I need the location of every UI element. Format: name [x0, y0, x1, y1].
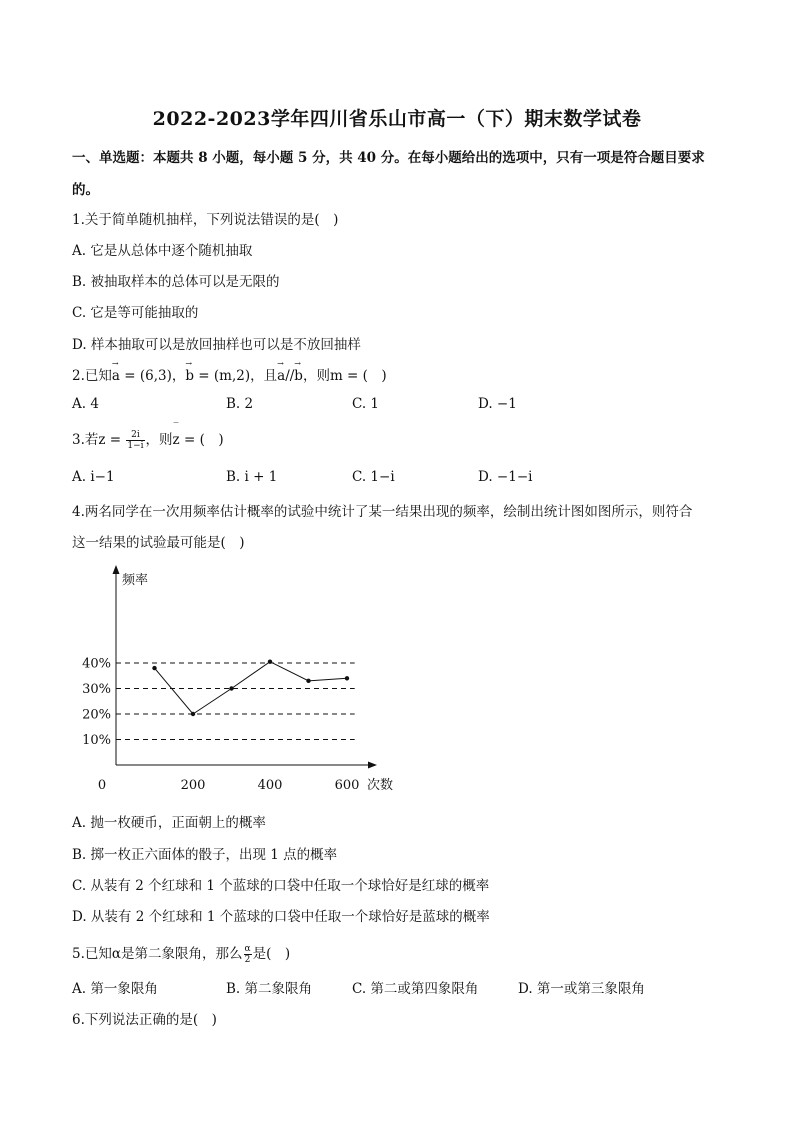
- q5-option-c: C. 第二或第四象限角: [352, 981, 479, 997]
- y-tick-label: 20%: [82, 707, 111, 723]
- q2-option-b: B. 2: [226, 396, 254, 412]
- q5-stem-pre: 5.已知α是第二象限角，那么: [72, 946, 243, 962]
- data-point: [268, 660, 272, 664]
- y-tick-label: 30%: [82, 682, 111, 697]
- q5-option-d: D. 第一或第三象限角: [518, 981, 645, 997]
- y-tick-labels: [82, 657, 111, 749]
- q1-option-b: B. 被抽取样本的总体可以是无限的: [72, 274, 280, 290]
- exam-title: 2022-2023学年四川省乐山市高一（下）期末数学试卷: [152, 108, 642, 130]
- q2-option-c: C. 1: [352, 396, 380, 412]
- chart-series: [152, 660, 349, 717]
- q4-stem-line1: 4.两名同学在一次用频率估计概率的试验中统计了某一结果出现的频率，绘制出统计图如图所示，则符合: [72, 504, 693, 520]
- data-point: [229, 686, 233, 690]
- y-axis-label: 频率: [122, 573, 149, 588]
- q3-fraction: [126, 430, 144, 451]
- x-tick-label: 0: [97, 778, 107, 793]
- chart-gridlines: [116, 663, 355, 740]
- q2-stem-post: ，则m = ( ): [302, 368, 387, 384]
- q1-stem: 1.关于简单随机抽样，下列说法错误的是( ): [72, 212, 339, 228]
- y-tick-label: 40%: [82, 656, 111, 672]
- y-axis-arrow: [113, 565, 120, 574]
- x-tick-label: 400: [257, 778, 283, 793]
- q3-fraction-denominator: 1−i: [127, 441, 144, 451]
- q5-option-b: B. 第二象限角: [226, 981, 313, 997]
- parallel-vector-a: → a: [277, 368, 285, 384]
- q2-option-d: D. −1: [478, 396, 517, 412]
- q1-option-a: A. 它是从总体中逐个随机抽取: [72, 243, 253, 259]
- data-point: [306, 679, 310, 683]
- x-axis-label: 次数: [367, 778, 394, 793]
- x-tick-labels: [98, 778, 360, 793]
- frequency-line-chart: [82, 560, 410, 800]
- q3-option-b: B. i + 1: [226, 469, 278, 485]
- q2-stem-pre: 2.已知: [72, 368, 112, 384]
- parallel-sign: //: [285, 368, 295, 384]
- q3-option-d: D. −1−i: [478, 469, 533, 485]
- q4-option-d: D. 从装有 2 个红球和 1 个蓝球的口袋中任取一个球恰好是蓝球的概率: [72, 909, 490, 925]
- q2-a-value: = (6,3)，: [119, 368, 186, 384]
- q4-option-a: A. 抛一枚硬币，正面朝上的概率: [72, 815, 266, 831]
- q3-stem-pre: 3.若z =: [72, 432, 126, 448]
- q5-fraction-numerator: α: [244, 944, 251, 954]
- data-point: [191, 712, 195, 716]
- section-heading-line2: 的。: [72, 182, 99, 198]
- y-tick-label: 10%: [82, 733, 111, 748]
- q5-fraction: [244, 944, 252, 965]
- q5-option-a: A. 第一象限角: [72, 981, 158, 997]
- q3-stem-post: = ( ): [179, 432, 224, 448]
- x-tick-label: 200: [180, 778, 206, 793]
- data-point: [152, 666, 156, 670]
- q6-stem: 6.下列说法正确的是( ): [72, 1012, 217, 1028]
- conjugate-z: ‾ z: [173, 432, 180, 448]
- x-tick-label: 600: [334, 778, 360, 793]
- series-line: [155, 662, 348, 714]
- chart-axes: [113, 565, 378, 769]
- data-point: [345, 676, 349, 680]
- q1-option-c: C. 它是等可能抽取的: [72, 305, 199, 321]
- section-heading-line1: 一、单选题：本题共 8 小题，每小题 5 分，共 40 分。在每小题给出的选项中，只有一项是符合题目要求: [72, 150, 705, 166]
- vector-a: → a: [112, 368, 120, 384]
- parallel-vector-b: → b: [294, 368, 303, 384]
- q3-option-c: C. 1−i: [352, 469, 395, 485]
- q5-fraction-denominator: 2: [244, 955, 251, 965]
- q3-stem-mid: ，则: [145, 432, 173, 448]
- q3-option-a: A. i−1: [72, 469, 115, 485]
- q5-stem-post: 是( ): [252, 946, 291, 962]
- q4-option-c: C. 从装有 2 个红球和 1 个蓝球的口袋中任取一个球恰好是红球的概率: [72, 878, 490, 894]
- q4-stem-line2: 这一结果的试验最可能是( ): [72, 535, 245, 551]
- q5-stem: [72, 942, 290, 965]
- vector-b: → b: [185, 368, 194, 384]
- q2-option-a: A. 4: [72, 396, 99, 412]
- q4-option-b: B. 掷一枚正六面体的骰子，出现 1 点的概率: [72, 847, 338, 863]
- q2-b-value: = (m,2)，且: [194, 368, 278, 384]
- q2-stem: [72, 364, 387, 384]
- x-axis-arrow: [368, 762, 377, 769]
- q3-stem: [72, 428, 224, 451]
- q1-option-d: D. 样本抽取可以是放回抽样也可以是不放回抽样: [72, 337, 361, 353]
- q3-fraction-numerator: 2i: [126, 430, 144, 441]
